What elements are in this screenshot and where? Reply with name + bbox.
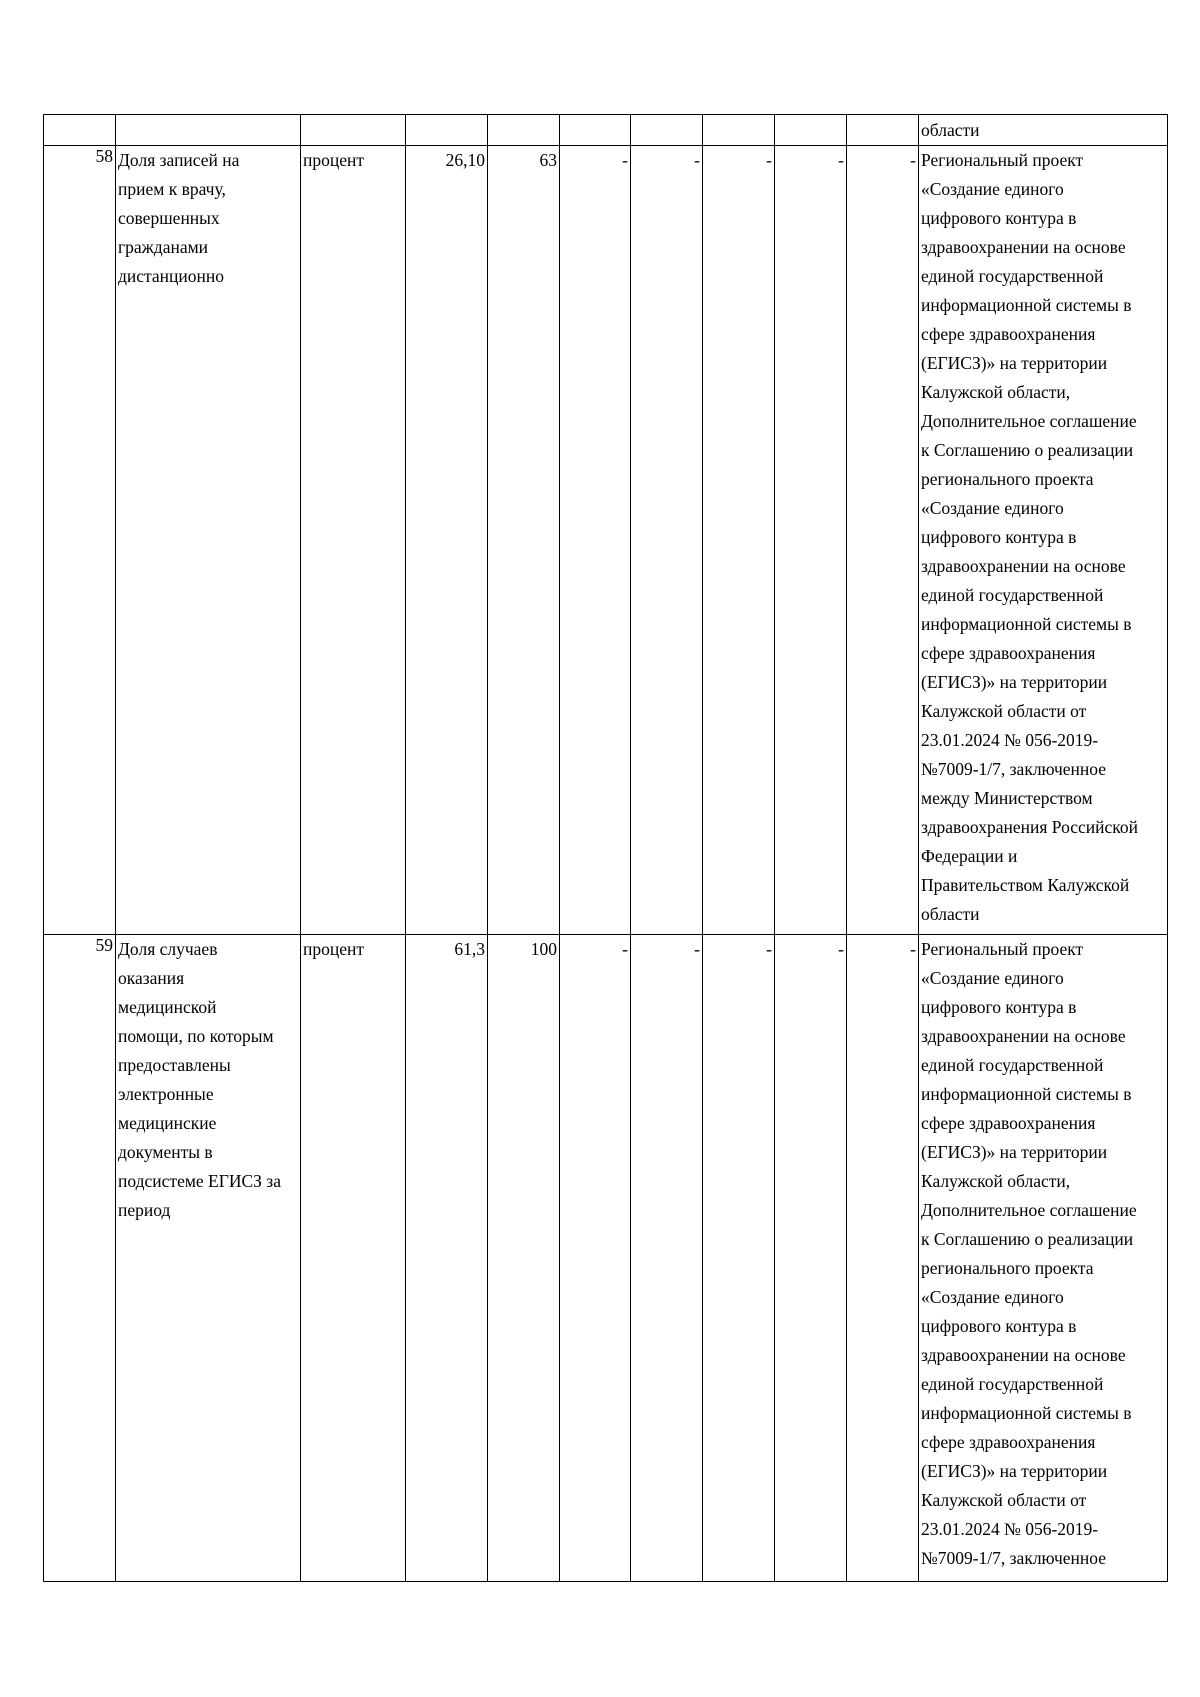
table-cell — [560, 115, 631, 146]
base-value-cell: 61,3 — [406, 935, 488, 1582]
table-row — [44, 146, 1168, 935]
table-cell — [775, 115, 847, 146]
table-cell — [406, 115, 488, 146]
table-cell — [631, 115, 703, 146]
unit-cell: процент — [301, 146, 406, 935]
table-cell — [847, 115, 919, 146]
unit-cell: процент — [301, 935, 406, 1582]
table-cell — [301, 115, 406, 146]
value-cell: - — [560, 935, 631, 1582]
row-number: 59 — [95, 935, 113, 955]
row-number-cell — [44, 146, 116, 935]
source-cell: Региональный проект «Создание единого цифрового контура в здравоохранении на основе единой государственной информационной системы в сфере здравоохранения (ЕГИСЗ)» на территории Калужской области, Дополнительное соглашение к Соглашению о реализации регионального проекта «Создание единого цифрового контура в здравоохранении на основе единой государственной информационной системы в сфере здравоохранения (ЕГИСЗ)» на территории Калужской области от 23.01.2024 № 056-2019- №7009-1/7, заключенное между Министерством здравоохранения Российской Федерации и Правительством Калужской области — [919, 146, 1168, 935]
value-cell: - — [631, 146, 703, 935]
table-row — [44, 115, 1168, 146]
indicator-name-cell: Доля записей на прием к врачу, совершенных гражданами дистанционно — [116, 146, 301, 935]
source-cell: области — [919, 115, 1168, 146]
source-cell: Региональный проект «Создание единого цифрового контура в здравоохранении на основе единой государственной информационной системы в сфере здравоохранения (ЕГИСЗ)» на территории Калужской области, Дополнительное соглашение к Соглашению о реализации регионального проекта «Создание единого цифрового контура в здравоохранении на основе единой государственной информационной системы в сфере здравоохранения (ЕГИСЗ)» на территории Калужской области от 23.01.2024 № 056-2019- №7009-1/7, заключенное — [919, 935, 1168, 1582]
value-cell: - — [775, 935, 847, 1582]
indicators-table — [43, 114, 1168, 1582]
table-cell — [44, 115, 116, 146]
row-number-cell — [44, 935, 116, 1582]
row-number: 58 — [95, 146, 113, 166]
value-cell: - — [703, 935, 775, 1582]
indicator-name-cell: Доля случаев оказания медицинской помощи, по которым предоставлены электронные медицинские документы в подсистеме ЕГИСЗ за период — [116, 935, 301, 1582]
table-cell — [116, 115, 301, 146]
table-cell — [488, 115, 560, 146]
table-cell — [703, 115, 775, 146]
value-cell: - — [631, 935, 703, 1582]
value-cell: - — [560, 146, 631, 935]
value-cell: - — [703, 146, 775, 935]
target-value-cell: 63 — [488, 146, 560, 935]
value-cell: - — [847, 146, 919, 935]
target-value-cell: 100 — [488, 935, 560, 1582]
base-value-cell: 26,10 — [406, 146, 488, 935]
table-row — [44, 935, 1168, 1582]
value-cell: - — [775, 146, 847, 935]
value-cell: - — [847, 935, 919, 1582]
